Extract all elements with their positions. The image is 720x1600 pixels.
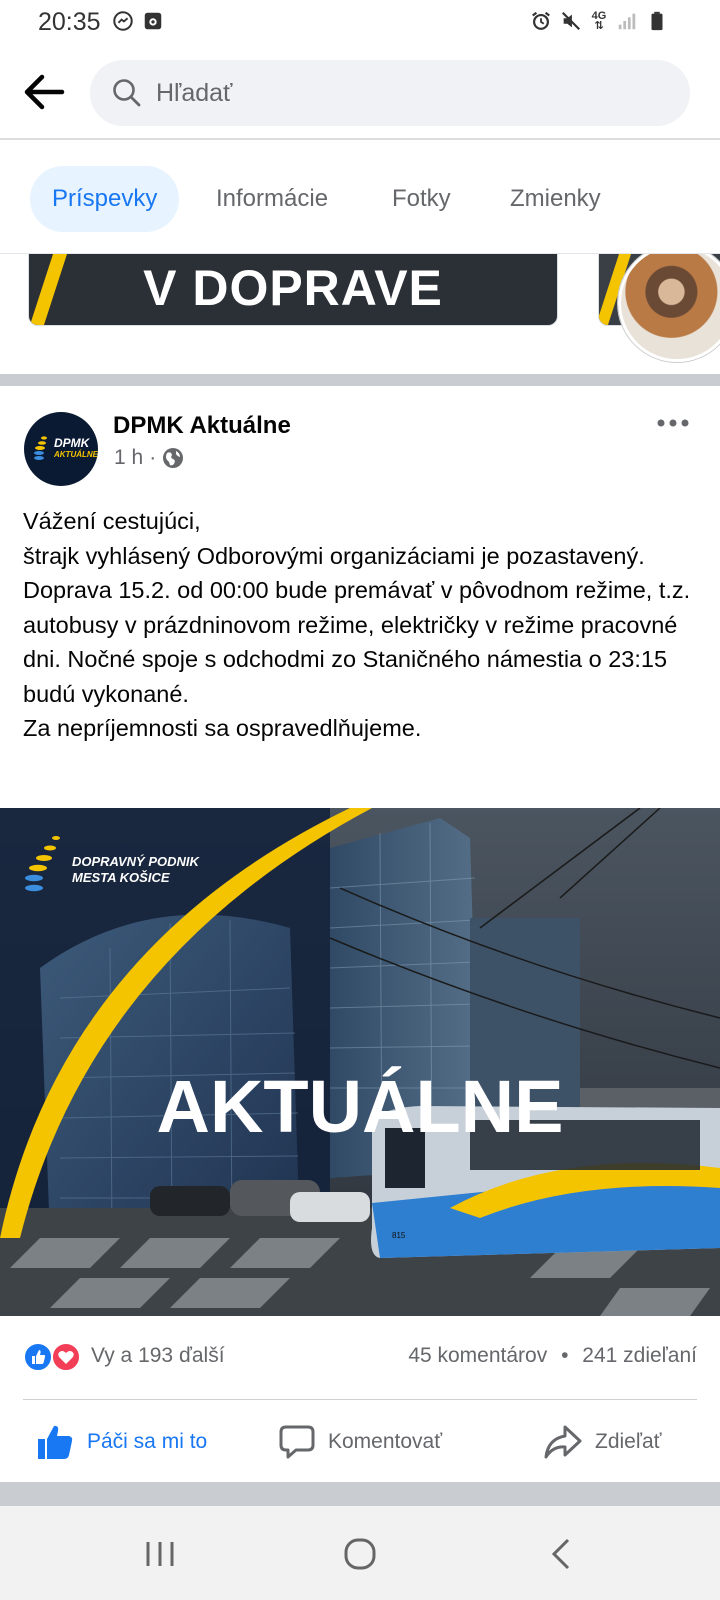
dot-separator: •: [561, 1344, 569, 1367]
post-actions: [0, 1400, 720, 1482]
image-logo-line1: DOPRAVNÝ PODNIK: [72, 854, 199, 869]
post-text: Vážení cestujúci, štrajk vyhlásený Odborovými organizáciami je pozastavený. Doprava 15.2. od 00:00 bude premávať v pôvodnom režime, t.z. autobusy v prázdninovom režime, električky v režime pracovné dni. Nočné spoje s odchodmi zo Staničného námestia o 23:15 budú vykonané. Za nepríjemnosti sa ospravedlňujeme.: [23, 508, 691, 741]
mute-icon: [560, 10, 582, 32]
tram-number: 815: [392, 1231, 406, 1240]
comments-count[interactable]: 45 komentárov: [408, 1344, 548, 1367]
back-arrow-icon[interactable]: [22, 72, 66, 112]
comment-button[interactable]: [278, 1420, 442, 1464]
post-header: [0, 386, 720, 496]
share-button[interactable]: [543, 1420, 662, 1464]
thumbs-up-icon: [35, 1422, 75, 1462]
image-logo-line2: MESTA KOŠICE: [72, 870, 170, 885]
back-nav-icon[interactable]: [542, 1534, 582, 1574]
tab-fotky[interactable]: Fotky: [392, 185, 451, 212]
comment-label: Komentovať: [328, 1430, 443, 1453]
like-reaction-icon: [23, 1342, 53, 1372]
post-image[interactable]: [0, 808, 720, 1316]
love-reaction-icon: [51, 1342, 81, 1372]
shares-count[interactable]: 241 zdieľaní: [582, 1344, 697, 1367]
post-time[interactable]: 1 h: [114, 446, 144, 469]
engagement-counts: [408, 1344, 697, 1368]
system-nav-bar: [0, 1506, 720, 1600]
home-icon[interactable]: [340, 1534, 380, 1574]
messenger-icon: [112, 10, 134, 32]
tab-zmienky[interactable]: Zmienky: [510, 185, 601, 212]
page-avatar[interactable]: [24, 412, 98, 486]
carousel-card[interactable]: [28, 254, 558, 326]
reaction-count[interactable]: Vy a 193 ďalší: [91, 1344, 225, 1367]
notification-icon: [142, 10, 164, 32]
story-avatar[interactable]: [618, 254, 720, 362]
more-options-icon[interactable]: [656, 416, 690, 430]
reactions-summary: [0, 1316, 720, 1400]
status-bar: [0, 0, 720, 44]
share-label: Zdieľať: [595, 1430, 662, 1453]
network-4g-icon: 4G ⇅: [591, 10, 607, 32]
post-author[interactable]: DPMK Aktuálne: [113, 412, 291, 439]
battery-icon: [646, 10, 668, 32]
search-icon: [112, 78, 142, 108]
dpmk-logo-icon: [32, 434, 52, 464]
feed-gap: [0, 1482, 720, 1506]
recent-apps-icon[interactable]: [140, 1534, 180, 1574]
like-button[interactable]: [35, 1420, 207, 1464]
carousel-card-title: V DOPRAVE: [143, 260, 443, 316]
post-image-graphic: [0, 808, 720, 1316]
avatar-sublabel: AKTUÁLNE: [54, 450, 98, 459]
avatar-label: DPMK: [54, 436, 90, 450]
tab-prispevky[interactable]: Príspevky: [30, 166, 179, 232]
tab-informacie[interactable]: Informácie: [216, 185, 329, 212]
featured-carousel: [0, 254, 720, 374]
search-header: [0, 44, 720, 140]
like-label: Páči sa mi to: [87, 1430, 208, 1453]
feed-separator: [0, 374, 720, 386]
meta-separator: ·: [149, 446, 157, 469]
share-icon: [543, 1423, 583, 1461]
alarm-icon: [530, 10, 552, 32]
image-headline: AKTUÁLNE: [156, 1065, 564, 1148]
search-box[interactable]: [90, 60, 690, 126]
post-meta: [114, 446, 184, 470]
signal-icon: [616, 10, 638, 32]
status-time: 20:35: [38, 8, 101, 36]
globe-icon: [162, 447, 184, 469]
search-input[interactable]: [156, 60, 656, 126]
page-tabs: [0, 140, 720, 254]
comment-icon: [278, 1423, 316, 1461]
